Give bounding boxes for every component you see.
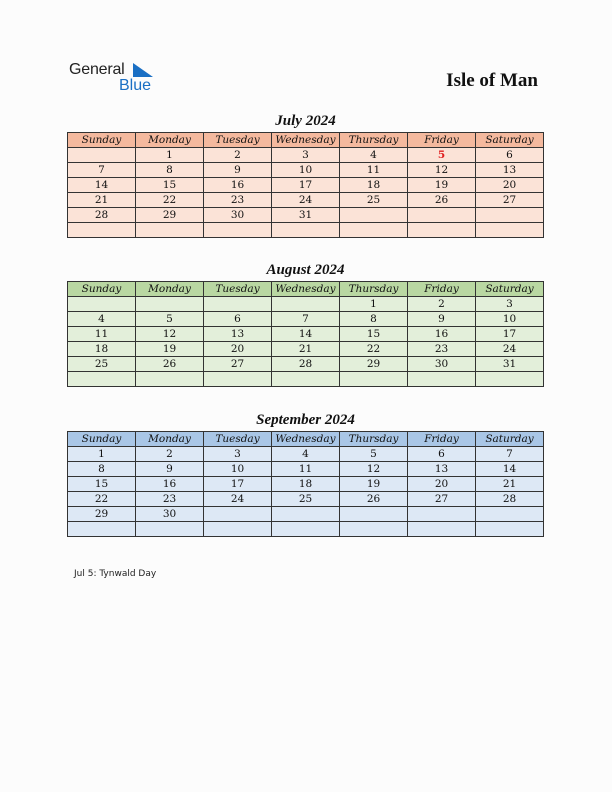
day-cell: 2 — [408, 297, 476, 312]
day-cell: 20 — [204, 342, 272, 357]
day-cell: 9 — [136, 462, 204, 477]
week-row — [68, 462, 544, 477]
day-cell: 1 — [340, 297, 408, 312]
week-row — [68, 372, 544, 387]
day-cell: 4 — [272, 447, 340, 462]
weekday-header: Monday — [136, 432, 204, 447]
weekday-header: Wednesday — [272, 282, 340, 297]
day-cell — [272, 297, 340, 312]
day-cell: 10 — [476, 312, 544, 327]
day-cell: 28 — [272, 357, 340, 372]
day-cell — [476, 223, 544, 238]
day-cell: 19 — [340, 477, 408, 492]
weekday-header: Friday — [408, 432, 476, 447]
week-row — [68, 327, 544, 342]
day-cell — [340, 372, 408, 387]
day-cell: 12 — [340, 462, 408, 477]
day-cell: 18 — [340, 178, 408, 193]
day-cell: 3 — [476, 297, 544, 312]
day-cell — [340, 522, 408, 537]
day-cell: 18 — [68, 342, 136, 357]
day-cell — [408, 522, 476, 537]
day-cell: 29 — [340, 357, 408, 372]
weekday-header: Sunday — [68, 432, 136, 447]
day-cell — [136, 522, 204, 537]
day-cell: 1 — [136, 148, 204, 163]
day-cell — [272, 372, 340, 387]
day-cell: 22 — [68, 492, 136, 507]
week-row — [68, 447, 544, 462]
day-cell: 16 — [408, 327, 476, 342]
day-cell: 15 — [136, 178, 204, 193]
day-cell: 3 — [272, 148, 340, 163]
day-cell: 23 — [408, 342, 476, 357]
calendar-table — [67, 431, 544, 537]
weekday-header: Sunday — [68, 133, 136, 148]
day-cell: 9 — [408, 312, 476, 327]
calendar-table — [67, 281, 544, 387]
day-cell: 28 — [68, 208, 136, 223]
day-cell: 25 — [68, 357, 136, 372]
week-row — [68, 148, 544, 163]
day-cell: 8 — [136, 163, 204, 178]
day-cell — [408, 208, 476, 223]
day-cell: 7 — [476, 447, 544, 462]
country-title: Isle of Man — [446, 70, 538, 91]
day-cell: 17 — [204, 477, 272, 492]
day-cell: 1 — [68, 447, 136, 462]
day-cell: 19 — [136, 342, 204, 357]
day-cell: 11 — [68, 327, 136, 342]
weekday-header: Saturday — [476, 432, 544, 447]
day-cell — [204, 507, 272, 522]
day-cell — [204, 223, 272, 238]
weekday-header: Thursday — [340, 133, 408, 148]
day-cell — [68, 297, 136, 312]
day-cell: 21 — [476, 477, 544, 492]
day-cell: 24 — [272, 193, 340, 208]
day-cell: 15 — [68, 477, 136, 492]
month-september — [67, 411, 544, 537]
day-cell: 26 — [408, 193, 476, 208]
week-row — [68, 507, 544, 522]
weekday-header: Tuesday — [204, 133, 272, 148]
day-cell: 21 — [68, 193, 136, 208]
day-cell: 17 — [476, 327, 544, 342]
day-cell — [476, 372, 544, 387]
day-cell: 10 — [272, 163, 340, 178]
day-cell — [476, 507, 544, 522]
day-cell: 31 — [476, 357, 544, 372]
day-cell: 6 — [476, 148, 544, 163]
day-cell — [340, 507, 408, 522]
day-cell: 13 — [408, 462, 476, 477]
weekday-header: Thursday — [340, 282, 408, 297]
month-july — [67, 112, 544, 238]
day-cell: 4 — [340, 148, 408, 163]
day-cell: 21 — [272, 342, 340, 357]
day-cell — [272, 223, 340, 238]
day-cell: 20 — [476, 178, 544, 193]
day-cell: 29 — [136, 208, 204, 223]
day-cell: 27 — [408, 492, 476, 507]
day-cell: 11 — [340, 163, 408, 178]
weekday-header: Tuesday — [204, 282, 272, 297]
day-cell: 5 — [136, 312, 204, 327]
week-row — [68, 163, 544, 178]
day-cell: 7 — [68, 163, 136, 178]
day-cell: 24 — [204, 492, 272, 507]
day-cell: 3 — [204, 447, 272, 462]
weekday-header: Saturday — [476, 282, 544, 297]
weekday-header: Tuesday — [204, 432, 272, 447]
day-cell: 18 — [272, 477, 340, 492]
day-cell: 10 — [204, 462, 272, 477]
day-cell — [408, 507, 476, 522]
day-cell: 8 — [340, 312, 408, 327]
day-cell — [68, 522, 136, 537]
month-title: September 2024 — [256, 412, 355, 428]
day-cell — [408, 372, 476, 387]
weekday-header: Saturday — [476, 133, 544, 148]
week-row — [68, 223, 544, 238]
day-cell — [68, 148, 136, 163]
day-cell: 14 — [68, 178, 136, 193]
week-row — [68, 178, 544, 193]
day-cell: 30 — [136, 507, 204, 522]
weekday-header-row — [68, 432, 544, 447]
day-cell: 24 — [476, 342, 544, 357]
day-cell — [136, 223, 204, 238]
day-cell — [272, 522, 340, 537]
holiday-notes — [74, 569, 156, 579]
day-cell: 27 — [204, 357, 272, 372]
week-row — [68, 522, 544, 537]
logo-text-general: General — [69, 61, 125, 78]
weekday-header: Thursday — [340, 432, 408, 447]
day-cell: 14 — [272, 327, 340, 342]
day-cell: 23 — [204, 193, 272, 208]
day-cell: 2 — [204, 148, 272, 163]
day-cell: 27 — [476, 193, 544, 208]
day-cell: 26 — [340, 492, 408, 507]
day-cell: 31 — [272, 208, 340, 223]
week-row — [68, 193, 544, 208]
day-cell — [272, 507, 340, 522]
day-cell: 6 — [204, 312, 272, 327]
day-cell — [204, 372, 272, 387]
calendar-table — [67, 132, 544, 238]
day-cell: 11 — [272, 462, 340, 477]
day-cell — [68, 223, 136, 238]
weekday-header: Wednesday — [272, 432, 340, 447]
day-cell: 30 — [408, 357, 476, 372]
weekday-header: Sunday — [68, 282, 136, 297]
logo-triangle-icon — [133, 63, 153, 77]
day-cell: 6 — [408, 447, 476, 462]
month-title: August 2024 — [266, 262, 345, 278]
day-cell: 25 — [272, 492, 340, 507]
day-cell: 2 — [136, 447, 204, 462]
day-cell: 22 — [340, 342, 408, 357]
day-cell: 5 — [340, 447, 408, 462]
holiday-note: Jul 5: Tynwald Day — [74, 569, 157, 579]
generalblue-logo — [69, 61, 159, 97]
day-cell — [136, 297, 204, 312]
day-cell: 25 — [340, 193, 408, 208]
week-row — [68, 477, 544, 492]
day-cell: 8 — [68, 462, 136, 477]
day-cell: 26 — [136, 357, 204, 372]
day-cell: 16 — [204, 178, 272, 193]
day-cell: 5 — [408, 148, 476, 163]
day-cell: 12 — [136, 327, 204, 342]
day-cell: 29 — [68, 507, 136, 522]
week-row — [68, 297, 544, 312]
week-row — [68, 357, 544, 372]
day-cell: 12 — [408, 163, 476, 178]
day-cell — [204, 297, 272, 312]
day-cell: 19 — [408, 178, 476, 193]
logo-text-blue: Blue — [119, 77, 152, 94]
day-cell — [340, 208, 408, 223]
day-cell: 20 — [408, 477, 476, 492]
month-title: July 2024 — [275, 113, 336, 129]
week-row — [68, 342, 544, 357]
day-cell: 7 — [272, 312, 340, 327]
day-cell: 22 — [136, 193, 204, 208]
weekday-header: Wednesday — [272, 133, 340, 148]
weekday-header: Friday — [408, 133, 476, 148]
day-cell: 9 — [204, 163, 272, 178]
month-august — [67, 261, 544, 387]
weekday-header-row — [68, 133, 544, 148]
week-row — [68, 208, 544, 223]
weekday-header: Friday — [408, 282, 476, 297]
day-cell: 16 — [136, 477, 204, 492]
week-row — [68, 312, 544, 327]
day-cell — [136, 372, 204, 387]
weekday-header: Monday — [136, 133, 204, 148]
day-cell — [340, 223, 408, 238]
day-cell: 4 — [68, 312, 136, 327]
day-cell: 13 — [204, 327, 272, 342]
day-cell — [204, 522, 272, 537]
day-cell: 15 — [340, 327, 408, 342]
day-cell: 30 — [204, 208, 272, 223]
weekday-header: Monday — [136, 282, 204, 297]
day-cell: 17 — [272, 178, 340, 193]
weekday-header-row — [68, 282, 544, 297]
day-cell — [476, 522, 544, 537]
day-cell: 23 — [136, 492, 204, 507]
day-cell — [476, 208, 544, 223]
day-cell — [408, 223, 476, 238]
day-cell: 13 — [476, 163, 544, 178]
day-cell: 28 — [476, 492, 544, 507]
day-cell — [68, 372, 136, 387]
week-row — [68, 492, 544, 507]
day-cell: 14 — [476, 462, 544, 477]
